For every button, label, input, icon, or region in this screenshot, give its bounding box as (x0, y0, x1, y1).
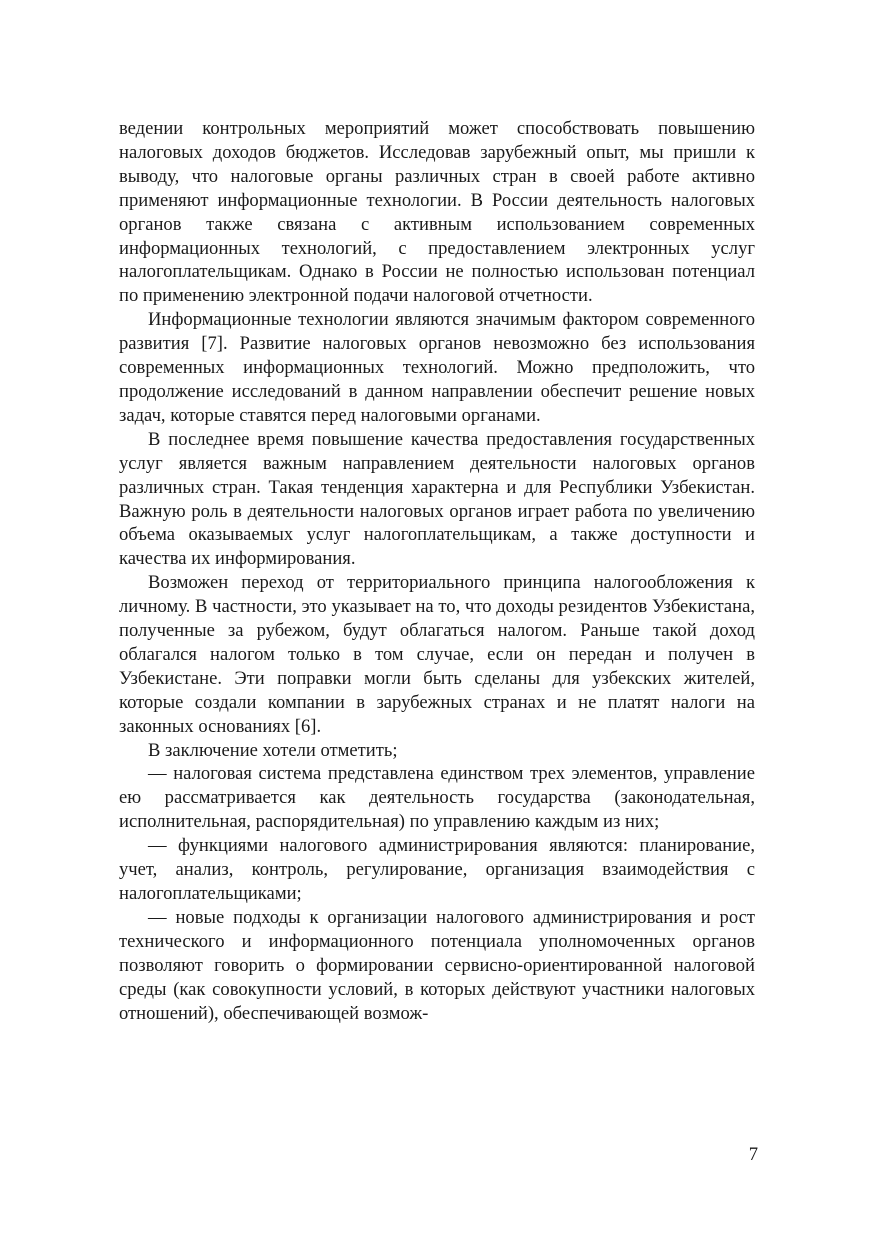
paragraph-public-services: В последнее время повышение качества предоставления государственных услуг является важным направлением деятельности налоговых органов различных стран. Такая тенденция характерна и для Республики Узбекистан. Важную роль в деятельности налоговых органов играет работа по увеличению объема оказываемых услуг налогоплательщикам, а также доступности и качества их информирования. (119, 428, 755, 570)
paragraph-taxation-principle: Возможен переход от территориального принципа налогообложения к личному. В частности, это указывает на то, что доходы резидентов Узбекистана, полученные за рубежом, будут облагаться налогом. Раньше такой доход облагался налогом только в том случае, если он передан и получен в Узбекистане. Эти поправки могли быть сделаны для узбекских жителей, которые создали компании в зарубежных странах и не платят налоги на законных основаниях [6]. (119, 572, 755, 737)
list-item-administration-functions: — функциями налогового администрирования являются: планирование, учет, анализ, контроль, регулирование, организация взаимодействия с налогоплательщиками; (119, 835, 755, 904)
page-number: 7 (748, 1144, 758, 1165)
body-text (119, 117, 755, 1025)
paragraph-continuation: ведении контрольных мероприятий может способствовать повышению налоговых доходов бюджетов. Исследовав зарубежный опыт, мы пришли к выводу, что налоговые органы различных стран в своей работе активно применяют информационные технологии. В России деятельность налоговых органов также связана с активным использованием современных информационных технологий, с предоставлением электронных услуг налогоплательщикам. Однако в России не полностью использован потенциал по применению электронной подачи налоговой отчетности. (119, 118, 755, 307)
list-item-new-approaches: — новые подходы к организации налогового администрирования и рост технического и информационного потенциала уполномоченных органов позволяют говорить о формировании сервисно-ориентированной налоговой среды (как совокупности условий, в которых действуют участники налоговых отношений), обеспечивающей возмож- (119, 906, 755, 1024)
paragraph-information-technologies: Информационные технологии являются значимым фактором современного развития [7]. Развитие налоговых органов невозможно без использования современных информационных технологий. Можно предположить, что продолжение исследований в данном направлении обеспечит решение новых задач, которые ставятся перед налоговыми органами. (119, 309, 755, 426)
paragraph-conclusion-intro: В заключение хотели отметить; (148, 739, 398, 761)
list-item-tax-system: — налоговая система представлена единством трех элементов, управление ею рассматривается как деятельность государства (законодательная, исполнительная, распорядительная) по управлению каждым из них; (119, 763, 755, 833)
